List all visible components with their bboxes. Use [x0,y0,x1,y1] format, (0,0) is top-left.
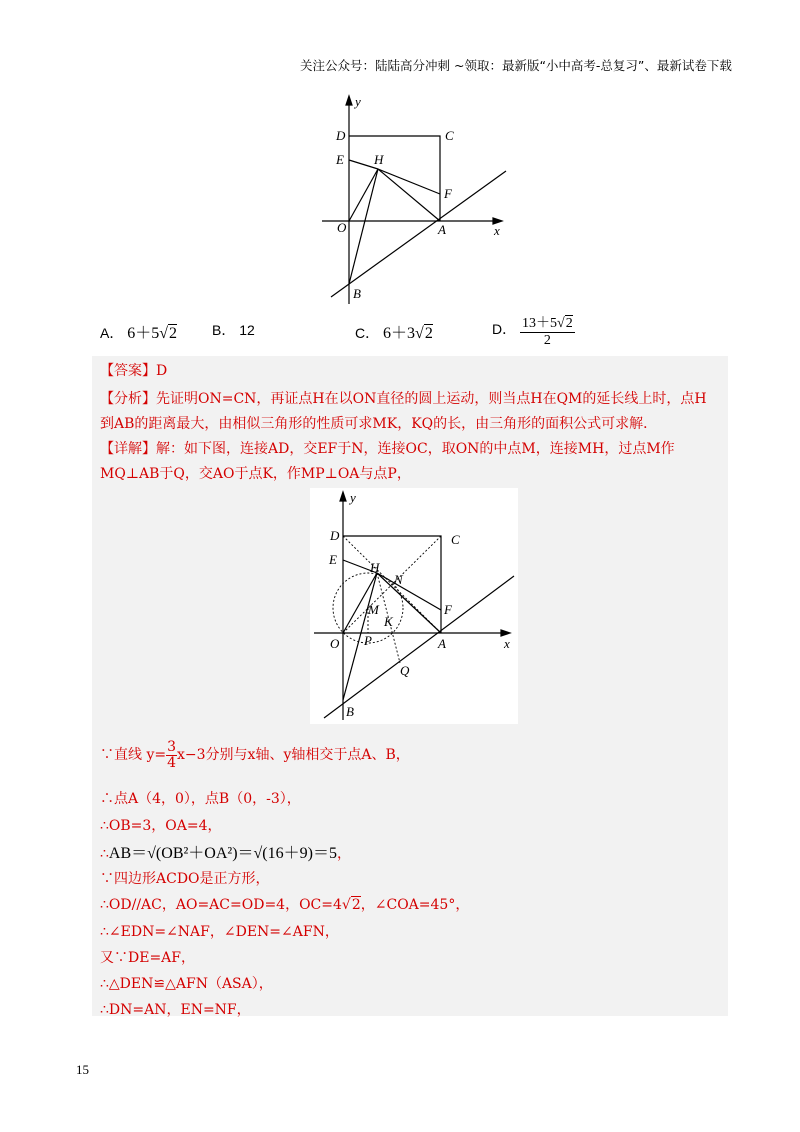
label-d: D [336,128,346,143]
label-f: F [444,602,452,617]
label-k: K [384,614,393,629]
label-q: Q [400,663,410,678]
solution-step-1: ∵直线 y= $\frac{3}{4}$ x−3分别与x轴、y轴相交于点A、B， [100,739,410,771]
label-y: y [355,94,361,109]
solution-step-5: ∵四边形ACDO是正方形， [100,871,270,887]
solution-step-6: ∴OD//AC，AO=AC=OD=4，OC=4√2，∠COA=45°， [100,897,470,913]
geometry-figure-2 [310,488,518,724]
label-m: M [368,602,379,617]
option-c-label: C． [355,325,380,341]
geometry-figure-1 [318,92,518,307]
label-n: N [394,572,403,587]
label-c: C [445,128,454,143]
label-o: O [337,220,347,235]
label-b: B [353,286,361,301]
answer-options [100,312,740,356]
label-o: O [330,636,340,651]
option-c-expr: 6＋3√2 [383,325,433,342]
label-d: D [330,528,340,543]
option-b[interactable] [212,320,255,340]
solution-step-7: ∴∠EDN=∠NAF，∠DEN=∠AFN， [100,924,339,940]
square-acdo [349,136,440,221]
option-a[interactable] [100,320,177,343]
solution-step-3: ∴OB=3，OA=4， [100,818,222,834]
label-h: H [374,152,384,167]
option-d-label: D． [492,321,517,338]
label-a: A [438,222,446,237]
label-e: E [329,552,337,567]
page-header: 关注公众号：陆陆高分冲刺 ~领取：最新版“小中高考-总复习”、最新试卷下载 [300,58,732,73]
solution-step-9: ∴△DEN≌△AFN（ASA）， [100,976,273,992]
answer-line: 【答案】D [100,363,168,379]
option-d-fraction: $\frac{13+5√2}{2}$ [520,312,575,349]
label-x: x [504,636,510,651]
label-y: y [350,490,356,505]
label-a: A [438,636,446,651]
option-b-label: B． [212,322,236,338]
detail-line-2: MQ⊥AB于Q，交AO于点K，作MP⊥OA与点P， [100,466,411,482]
detail-line-1: 【详解】解：如下图，连接AD，交EF于N，连接OC，取ON的中点M，连接MH，过点M作 [100,441,675,457]
label-p: P [364,633,372,648]
label-f: F [444,186,452,201]
option-b-value: 12 [239,322,255,338]
answer-section [92,356,728,1016]
solution-step-4: ∴AB＝√(OB²＋OA²)＝√(16＋9)＝5， [100,845,351,862]
label-c: C [451,532,460,547]
label-h: H [370,560,380,575]
option-d[interactable] [492,312,575,349]
solution-step-2: ∴点A（4，0），点B（0，-3）， [100,791,301,807]
label-x: x [494,223,500,238]
option-a-expr: 6＋5√2 [127,325,178,342]
analysis-line-1: 【分析】先证明ON=CN，再证点H在以ON直径的圆上运动，则当点H在QM的延长线上时，点H [100,391,707,407]
page-number: 15 [76,1062,89,1077]
label-b: B [346,704,354,719]
solution-step-10: ∴DN=AN，EN=NF， [100,1002,251,1018]
option-c[interactable] [355,320,433,343]
solution-step-8: 又∵DE=AF， [100,950,195,966]
label-e: E [336,152,344,167]
option-a-label: A． [100,325,124,341]
analysis-line-2: 到AB的距离最大，由相似三角形的性质可求MK，KQ的长，由三角形的面积公式可求解． [100,416,658,432]
